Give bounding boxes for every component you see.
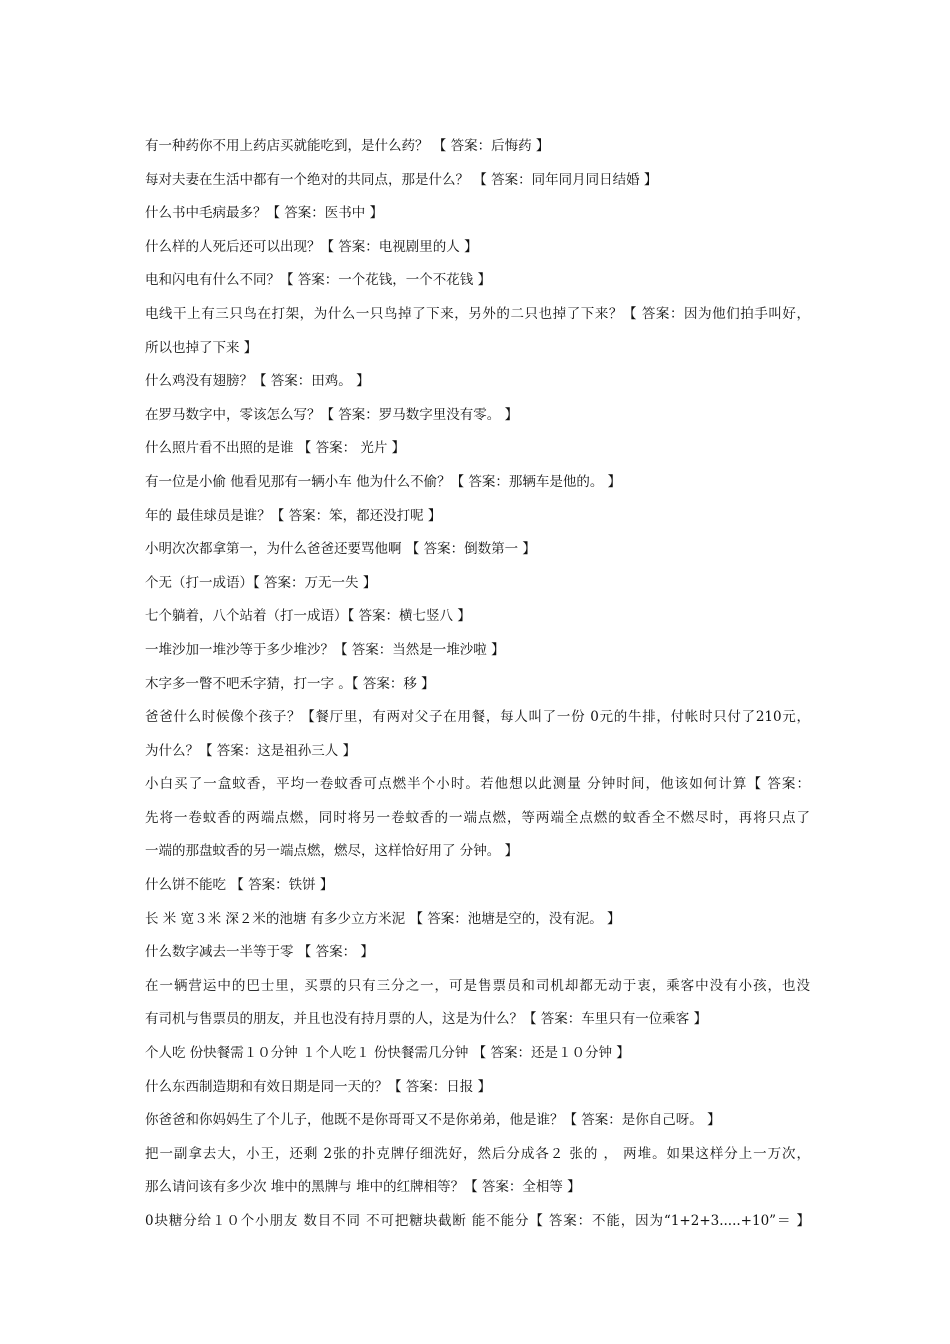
text-line: 先将一卷蚊香的两端点燃，同时将另一卷蚊香的一端点燃，等两端全点燃的蚊香全不燃尽时，再将只点了 bbox=[145, 809, 810, 826]
text-line: 有司机与售票员的朋友，并且也没有持月票的人，这是为什么？【 答案：车里只有一位乘客 】 bbox=[145, 1011, 708, 1028]
text-line: 电线干上有三只鸟在打架，为什么一只鸟掉了下来，另外的二只也掉了下来？【 答案：因为他们拍手叫好， bbox=[145, 305, 810, 322]
text-line: 所以也掉了下来 】 bbox=[145, 339, 258, 356]
text-line: 什么鸡没有翅膀？【 答案：田鸡。 】 bbox=[145, 373, 370, 390]
text-line: 小白买了一盒蚊香，平均一卷蚊香可点燃半个小时。若他想以此测量 分钟时间，他该如何计算【 答案： bbox=[145, 776, 810, 793]
text-line: 电和闪电有什么不同？【 答案：一个花钱，一个不花钱 】 bbox=[145, 272, 492, 289]
text-line: 你爸爸和你妈妈生了个儿子，他既不是你哥哥又不是你弟弟，他是谁？【 答案：是你自己呀。 】 bbox=[145, 1112, 721, 1129]
text-line: 个无（打一成语）【 答案：万无一失 】 bbox=[145, 574, 377, 591]
text-line: 个人吃 份快餐需１０分钟 １个人吃１ 份快餐需几分钟 【 答案：还是１０分钟 】 bbox=[145, 1045, 630, 1062]
text-line: 七个躺着，八个站着（打一成语）【 答案：横七竖八 】 bbox=[145, 608, 471, 625]
text-line: 每对夫妻在生活中都有一个绝对的共同点，那是什么？ 【 答案：同年同月同日结婚 】 bbox=[145, 171, 658, 188]
text-line: 什么书中毛病最多？【 答案：医书中 】 bbox=[145, 205, 384, 222]
riddle-list bbox=[145, 130, 810, 1239]
text-line: 为什么？【 答案：这是祖孙三人 】 bbox=[145, 742, 357, 759]
text-line: 什么数字减去一半等于零 【 答案： 】 bbox=[145, 944, 374, 961]
text-line: 一堆沙加一堆沙等于多少堆沙？【 答案：当然是一堆沙啦 】 bbox=[145, 641, 505, 658]
text-line: 那么请问该有多少次 堆中的黑牌与 堆中的红牌相等？【 答案：全相等 】 bbox=[145, 1179, 581, 1196]
text-line: 有一位是小偷 他看见那有一辆小车 他为什么不偷？【 答案：那辆车是他的。 】 bbox=[145, 473, 622, 490]
text-line: 木字多一瞥不吧禾字猜，打一字 。【 答案：移 】 bbox=[145, 675, 435, 692]
text-line: 有一种药你不用上药店买就能吃到，是什么药？ 【 答案：后悔药 】 bbox=[145, 138, 550, 154]
text-line: 爸爸什么时候像个孩子？【餐厅里，有两对父子在用餐，每人叫了一份 0元的牛排，付帐时只付了210元， bbox=[145, 709, 810, 726]
text-line: 什么照片看不出照的是谁 【 答案： 光片 】 bbox=[145, 440, 406, 457]
text-line: 年的 最佳球员是谁？【 答案：笨，都还没打呢 】 bbox=[145, 507, 442, 524]
text-line: 在罗马数字中，零该怎么写？【 答案：罗马数字里没有零。 】 bbox=[145, 406, 519, 423]
text-line: 长 米 宽３米 深２米的池塘 有多少立方米泥 【 答案：池塘是空的，没有泥。 】 bbox=[145, 910, 621, 927]
text-line: 把一副拿去大，小王，还剩 2张的扑克牌仔细洗好，然后分成各２ 张的 ， 两堆。如果这样分上一万次， bbox=[145, 1145, 810, 1162]
text-line: 什么东西制造期和有效日期是同一天的？【 答案：日报 】 bbox=[145, 1078, 492, 1095]
text-line: 什么饼不能吃 【 答案：铁饼 】 bbox=[145, 877, 334, 894]
text-line: 0块糖分给１０个小朋友 数目不同 不可把糖块截断 能不能分【 答案：不能，因为“1+2+3.....+10”＝ 】 bbox=[145, 1213, 810, 1229]
text-line: 在一辆营运中的巴士里，买票的只有三分之一，可是售票员和司机却都无动于衷，乘客中没有小孩，也没 bbox=[145, 977, 810, 994]
text-line: 一端的那盘蚊香的另一端点燃，燃尽，这样恰好用了 分钟。 】 bbox=[145, 843, 519, 860]
text-line: 什么样的人死后还可以出现？【 答案：电视剧里的人 】 bbox=[145, 238, 478, 255]
text-line: 小明次次都拿第一，为什么爸爸还要骂他啊 【 答案：倒数第一 】 bbox=[145, 541, 536, 558]
